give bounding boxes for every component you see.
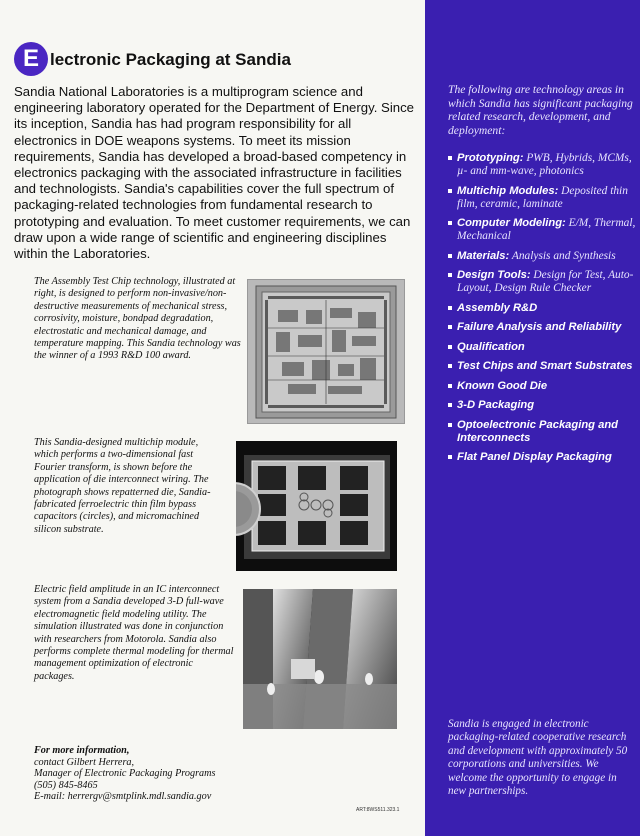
caption-field-model: Electric field amplitude in an IC interconnect system from a Sandia developed 3-D full-wave electromagnetic field modeling utility. The simulation illustrated was done in conjunction with researchers from Motorola. Sandia also performs complete thermal modeling for thermal management optimization of electronic packages. (34, 584, 234, 682)
caption-multichip: This Sandia-designed multichip module, which performs a two-dimensional fast Fourier transform, is shown before the application of die interconnect wiring. The photograph shows repatterned die, Sandia-fabricated ferroelectric thin film bypass capacitors (circles), and micromachined silicon substrate. (34, 437, 211, 535)
tech-area-item: Computer Modeling: E/M, Thermal, Mechanical (448, 217, 638, 243)
multichip-module-photo (236, 441, 397, 571)
tech-area-item: Materials: Analysis and Synthesis (448, 250, 638, 263)
art-number: ART:8WS511.323.1 (356, 807, 400, 813)
tech-area-item: Assembly R&D (448, 302, 638, 315)
title-initial-badge: E (14, 42, 48, 76)
test-chip-photo (247, 279, 405, 424)
tech-area-item: Design Tools: Design for Test, Auto-Layout, Design Rule Checker (448, 269, 638, 295)
tech-area-item: 3-D Packaging (448, 399, 638, 412)
partnership-note: Sandia is engaged in electronic packaging-related cooperative research and development with approximately 50 corporations and universities. We welcome the opportunity to engage in new partnerships. (448, 718, 628, 798)
tech-area-item: Qualification (448, 341, 638, 354)
contact-name: contact Gilbert Herrera, (34, 756, 135, 768)
tech-areas-list (448, 152, 638, 471)
tech-area-item: Optoelectronic Packaging and Interconnects (448, 419, 638, 445)
caption-test-chip: The Assembly Test Chip technology, illustrated at right, is designed to perform non-invasive/non-destructive measurements of mechanical stress, corrosivity, moisture, bondpad degradation, electrostatic and mechanical damage, and temperature mapping. This Sandia technology was the winner of a 1993 R&D 100 award. (34, 276, 241, 362)
contact-phone: (505) 845-8465 (34, 779, 98, 791)
contact-title: Manager of Electronic Packaging Programs (34, 768, 216, 780)
tech-areas-intro: The following are technology areas in which Sandia has significant packaging related research, development, and deployment: (448, 83, 633, 137)
field-simulation-image (243, 589, 397, 729)
contact-heading: For more information, (34, 745, 130, 756)
tech-area-item: Prototyping: PWB, Hybrids, MCMs, µ- and mm-wave, photonics (448, 152, 638, 178)
contact-email: E-mail: herrergv@smtplink.mdl.sandia.gov (34, 791, 212, 803)
tech-area-item: Multichip Modules: Deposited thin film, ceramic, laminate (448, 185, 638, 211)
contact-block (34, 745, 264, 803)
tech-area-item: Flat Panel Display Packaging (448, 451, 638, 464)
intro-paragraph: Sandia National Laboratories is a multiprogram science and engineering laboratory operated for the Department of Energy. Since its inception, Sandia has had program responsibility for all electronics in DOE weapons systems. To meet its mission requirements, Sandia has developed a broad-based competency in electronics packaging with the associated infrastructure in facilities and technologists. Sandia's capabilities cover the full spectrum of packaging-related technologies from fundamental research to prototyping and evaluation. To meet customer requirements, we can draw upon a wide range of scientific and engineering disciplines within the Laboratories. (14, 84, 415, 262)
tech-area-item: Known Good Die (448, 380, 638, 393)
tech-area-item: Failure Analysis and Reliability (448, 321, 638, 334)
tech-area-item: Test Chips and Smart Substrates (448, 360, 638, 373)
page-title: lectronic Packaging at Sandia (50, 50, 291, 69)
